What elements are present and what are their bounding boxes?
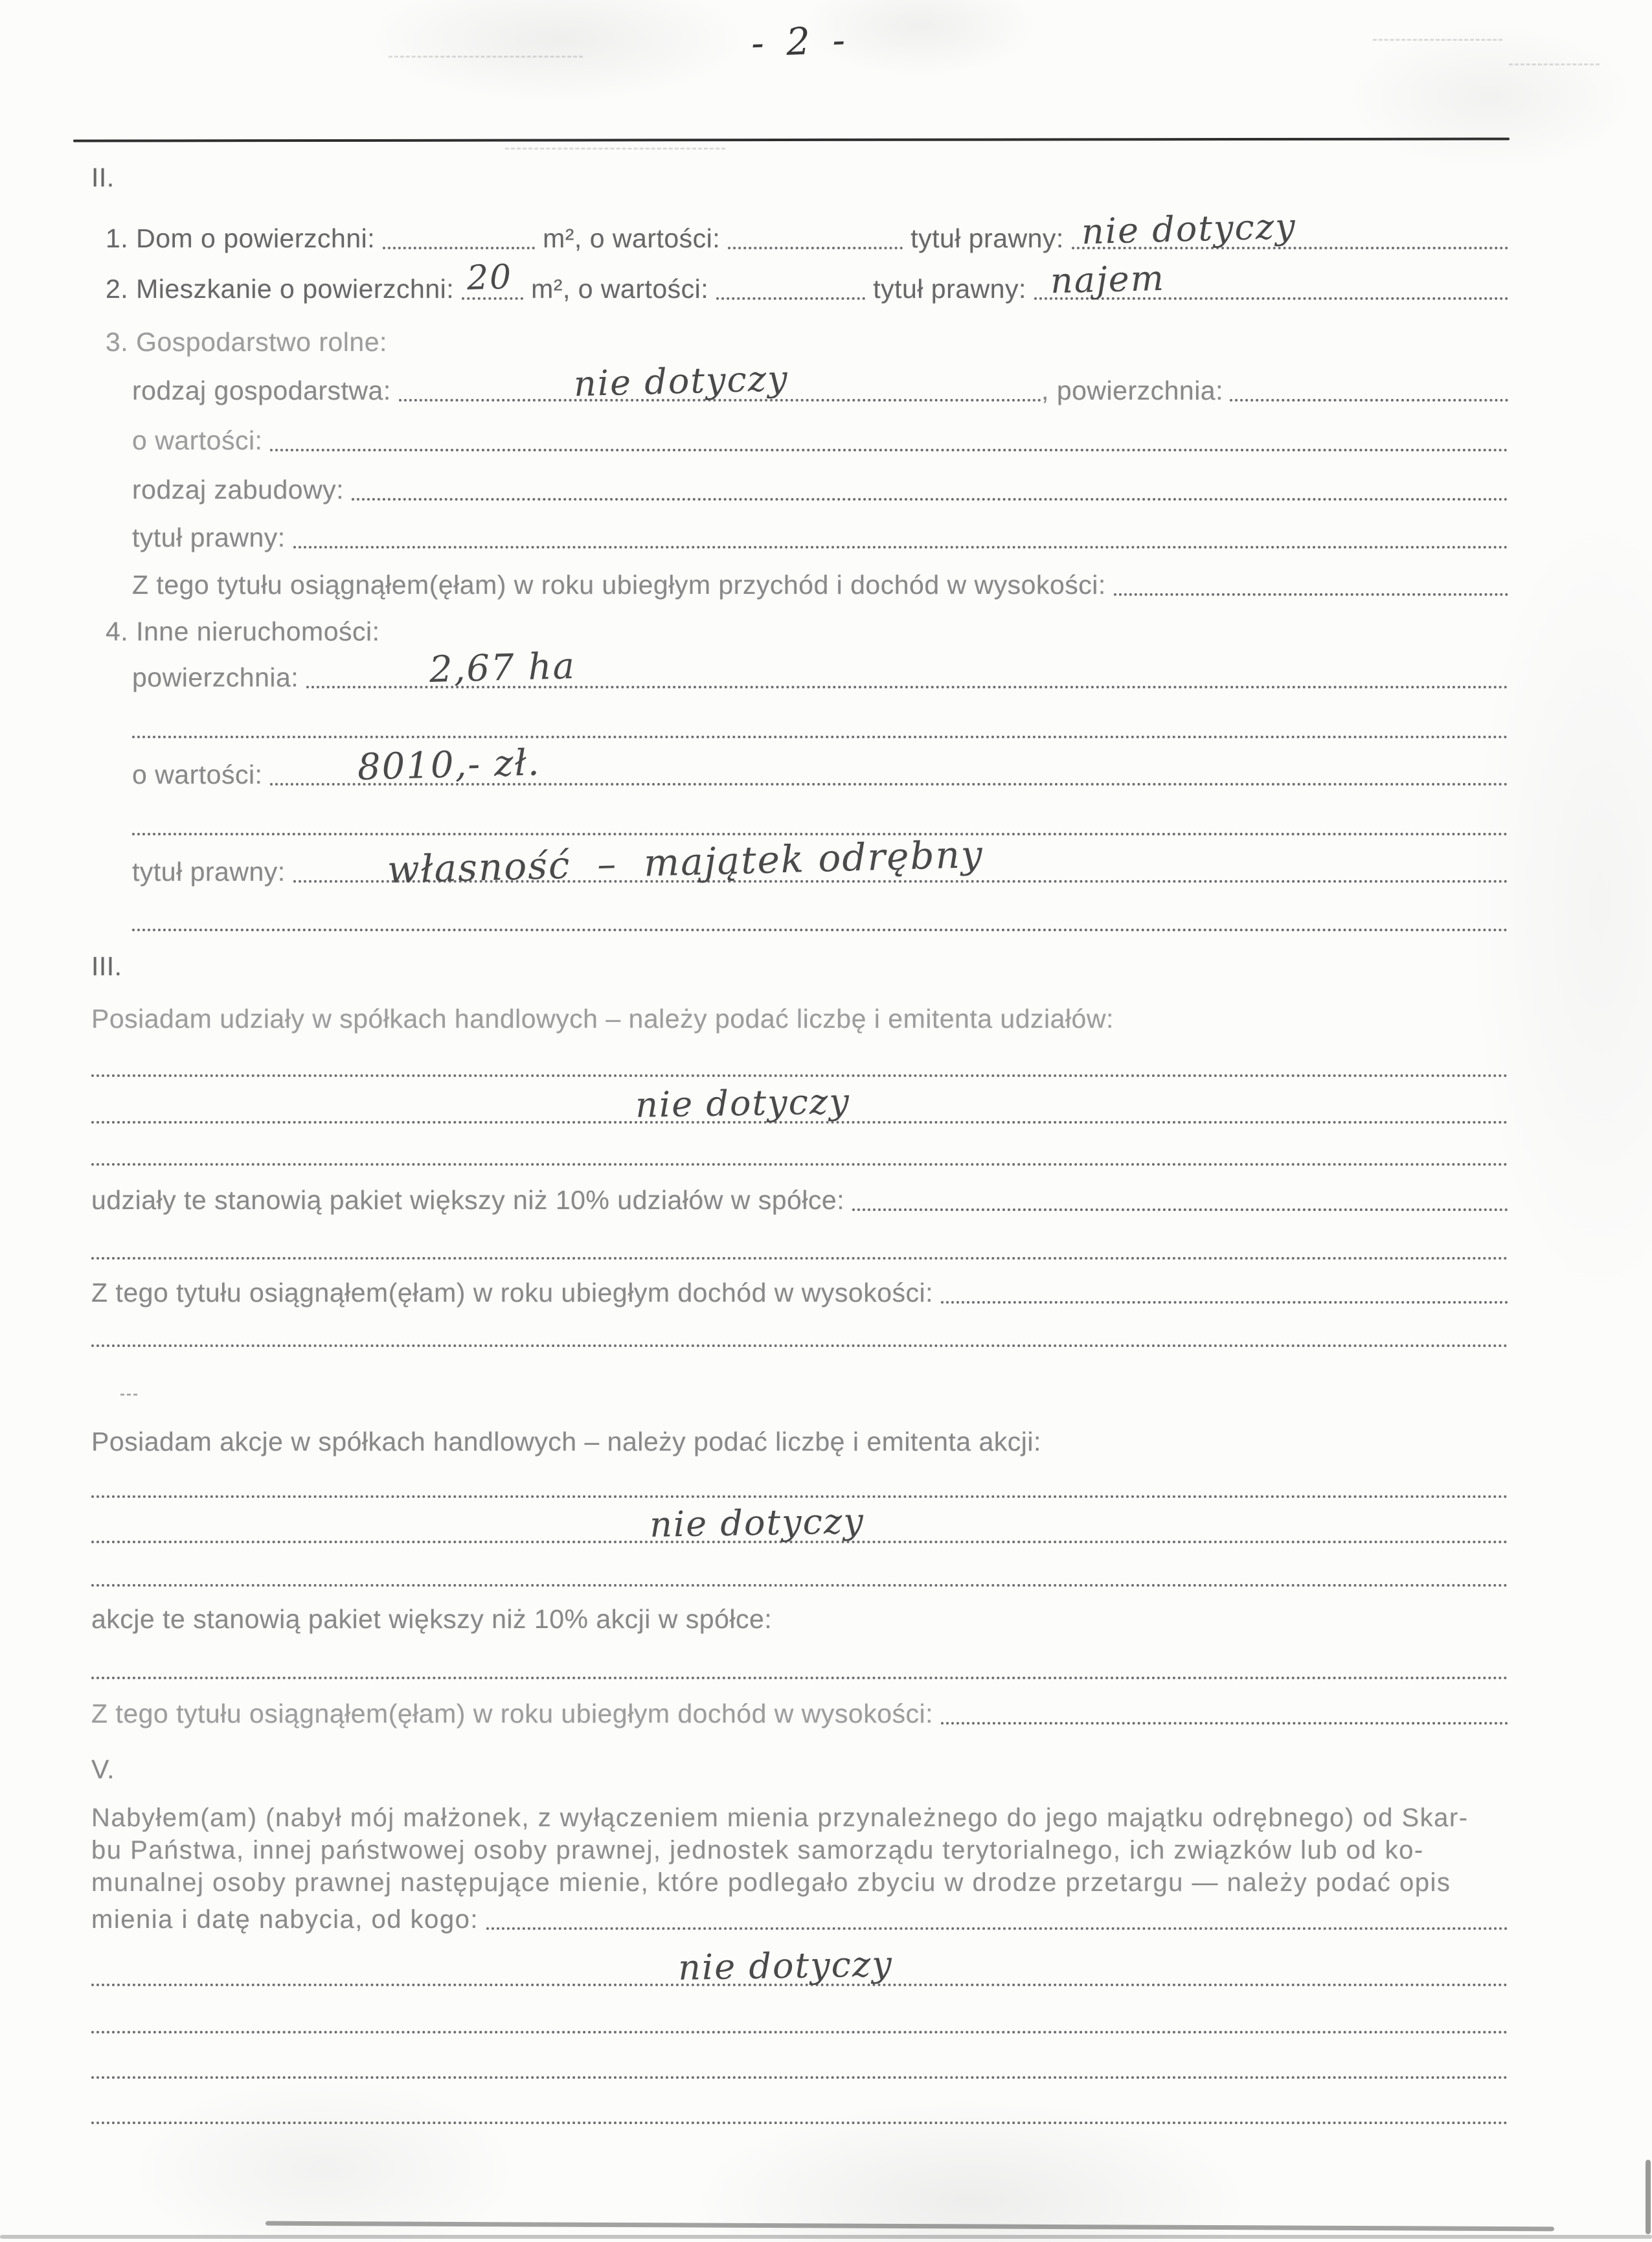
section-ii-heading: II. xyxy=(91,163,115,192)
farm-value-row xyxy=(132,424,1508,455)
dotted-line xyxy=(91,2096,1508,2127)
shares-answer-row xyxy=(91,1081,1508,1127)
handwritten-value: nie dotyczy xyxy=(635,1081,851,1126)
farm-heading: 3. Gospodarstwo rolne: xyxy=(106,327,387,357)
farm-income-field xyxy=(1114,585,1508,596)
scan-artifact xyxy=(389,56,583,58)
farm-type-field xyxy=(399,358,1041,405)
re-value-field xyxy=(270,741,1508,789)
stocks-threshold-field xyxy=(91,1669,1508,1679)
handwritten-value: własność – majątek odrębny xyxy=(386,832,984,892)
dotted-line xyxy=(132,710,1508,742)
horizontal-rule xyxy=(73,137,1510,142)
shares-threshold-field xyxy=(852,1201,1508,1211)
farm-area-label: , powierzchnia: xyxy=(1041,375,1223,405)
farm-value-field xyxy=(270,441,1508,451)
handwritten-value: nie dotyczy xyxy=(677,1943,894,1989)
shares-threshold-label: udziały te stanowią pakiet większy niż 10% udziałów w spółce: xyxy=(91,1184,845,1215)
dotted-line xyxy=(91,1651,1508,1682)
farm-legal-field xyxy=(293,538,1508,549)
house-value-field xyxy=(728,239,903,249)
shares-intro-row xyxy=(91,1002,1508,1033)
other-real-estate-heading: 4. Inne nieruchomości: xyxy=(106,617,380,646)
dotted-line xyxy=(91,1559,1508,1590)
shares-income-row xyxy=(91,1276,1508,1307)
shares-field-1 xyxy=(91,1067,1508,1077)
farm-income-label: Z tego tytułu osiągnąłem(ęłam) w roku ubiegłym przychód i dochód w wysokości: xyxy=(132,569,1106,600)
house-legal-field xyxy=(1072,206,1508,253)
re-area-row xyxy=(132,644,1508,692)
stocks-intro-row xyxy=(91,1425,1508,1456)
handwritten-value: 8010,- zł. xyxy=(357,741,541,789)
handwritten-value: 20 xyxy=(466,258,514,299)
stocks-threshold-label: akcje te stanowią pakiet większy niż 10% akcji w spółce: xyxy=(91,1603,773,1634)
farm-buildings-row xyxy=(132,473,1508,504)
dotted-line xyxy=(91,2051,1508,2082)
farm-buildings-label: rodzaj zabudowy: xyxy=(132,474,345,504)
shares-field-2 xyxy=(91,1081,1508,1126)
section-v-paragraph-line: bu Państwa, innej państwowej osoby prawnej, jednostek samorządu terytorialnego, ich związków lub od ko- xyxy=(91,1836,1424,1864)
re-legal-field-2 xyxy=(132,921,1508,931)
stocks-income-row xyxy=(91,1697,1508,1728)
re-area-label: powierzchnia: xyxy=(132,662,299,692)
handwritten-value: najem xyxy=(1050,258,1166,302)
section-v-field-2 xyxy=(91,1943,1508,1989)
page-number: - 2 - xyxy=(750,17,852,65)
stocks-threshold-row xyxy=(91,1602,1508,1633)
farm-type-label: rodzaj gospodarstwa: xyxy=(132,375,391,405)
apartment-value-unit-label: m², o wartości: xyxy=(531,273,709,304)
section-v-heading: V. xyxy=(91,1754,115,1784)
handwritten-value: 2,67 ha xyxy=(429,644,576,691)
section-v-paragraph-line: munalnej osoby prawnej następujące mienie, które podlegało zbyciu w drodze przetargu — należy podać opis xyxy=(91,1868,1451,1897)
house-row xyxy=(106,206,1508,253)
dotted-line xyxy=(91,2006,1508,2037)
apartment-row xyxy=(106,258,1508,304)
re-value-row xyxy=(132,741,1508,789)
apartment-legal-field xyxy=(1034,258,1508,302)
house-area-field xyxy=(383,239,535,249)
section-v-field-5 xyxy=(91,2114,1508,2124)
dotted-line xyxy=(132,808,1508,839)
stocks-income-label: Z tego tytułu osiągnąłem(ęłam) w roku ubiegłym dochód w wysokości: xyxy=(91,1698,933,1728)
shares-threshold-row xyxy=(91,1183,1508,1214)
shares-intro-label: Posiadam udziały w spółkach handlowych – należy podać liczbę i emitenta udziałów: xyxy=(91,1003,1114,1034)
scan-artifact xyxy=(505,148,725,150)
re-value-field-2 xyxy=(132,825,1508,835)
shares-threshold-field-2 xyxy=(91,1249,1508,1260)
apartment-area-field xyxy=(462,258,523,300)
handwritten-value: nie dotyczy xyxy=(1081,206,1297,253)
apartment-legal-label: tytuł prawny: xyxy=(873,273,1026,304)
section-v-answer-row xyxy=(91,1943,1508,1989)
stocks-intro-label: Posiadam akcje w spółkach handlowych – należy podać liczbę i emitenta akcji: xyxy=(91,1426,1041,1456)
farm-type-row xyxy=(132,358,1508,405)
re-legal-row xyxy=(132,832,1508,892)
stocks-field-1 xyxy=(91,1488,1508,1498)
apartment-value-field xyxy=(716,289,865,300)
dotted-line xyxy=(91,1319,1508,1350)
re-area-field-2 xyxy=(132,728,1508,738)
farm-legal-row xyxy=(132,521,1508,552)
scan-artifact xyxy=(120,1394,137,1396)
farm-area-field xyxy=(1230,391,1508,402)
stocks-income-field xyxy=(941,1714,1508,1725)
re-legal-label: tytuł prawny: xyxy=(132,856,286,887)
section-v-last-line-row xyxy=(91,1902,1508,1933)
apartment-label: 2. Mieszkanie o powierzchni: xyxy=(106,273,455,304)
handwritten-value: nie dotyczy xyxy=(649,1500,865,1546)
section-v-paragraph-line: Nabyłem(am) (nabył mój małżonek, z wyłączeniem mienia przynależnego do jego majątku odrębnego) od Skar- xyxy=(91,1804,1469,1832)
shares-income-label: Z tego tytułu osiągnąłem(ęłam) w roku ubiegłym dochód w wysokości: xyxy=(91,1277,933,1308)
section-v-field-1 xyxy=(486,1919,1508,1930)
house-label: 1. Dom o powierzchni: xyxy=(106,223,376,253)
section-iii-heading: III. xyxy=(91,951,122,981)
farm-income-row xyxy=(132,568,1508,599)
scan-artifact xyxy=(0,2235,1652,2239)
re-value-label: o wartości: xyxy=(132,759,263,789)
farm-value-label: o wartości: xyxy=(132,425,263,455)
re-area-field xyxy=(306,644,1508,691)
dotted-line xyxy=(91,1470,1508,1501)
stocks-answer-row xyxy=(91,1500,1508,1546)
farm-buildings-field xyxy=(352,490,1508,501)
shares-income-field-2 xyxy=(91,1337,1508,1347)
section-v-field-3 xyxy=(91,2023,1508,2033)
stocks-field-2 xyxy=(91,1500,1508,1546)
section-v-from-whom-label: mienia i datę nabycia, od kogo: xyxy=(91,1905,479,1934)
handwritten-value: nie dotyczy xyxy=(572,358,789,405)
dotted-line xyxy=(91,1138,1508,1169)
dotted-line xyxy=(132,903,1508,934)
house-value-unit-label: m², o wartości: xyxy=(543,223,721,253)
stocks-field-3 xyxy=(91,1576,1508,1587)
dotted-line xyxy=(91,1049,1508,1080)
farm-legal-label: tytuł prawny: xyxy=(132,522,286,552)
scan-artifact xyxy=(1646,2160,1651,2234)
dotted-line xyxy=(91,1232,1508,1263)
shares-income-field xyxy=(941,1293,1508,1304)
scan-artifact xyxy=(266,2221,1554,2232)
shares-field-3 xyxy=(91,1155,1508,1166)
scan-artifact xyxy=(1509,63,1600,65)
section-v-field-4 xyxy=(91,2068,1508,2079)
scan-artifact xyxy=(1373,39,1502,41)
re-legal-field xyxy=(293,832,1508,892)
house-legal-label: tytuł prawny: xyxy=(911,223,1064,253)
